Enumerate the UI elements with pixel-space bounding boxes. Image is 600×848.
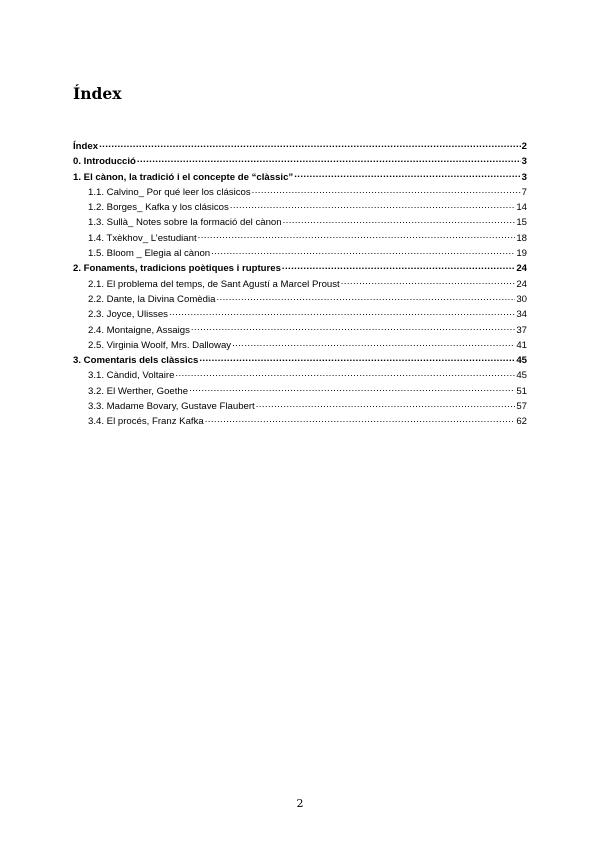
toc-entry-label: 0. Introducció <box>73 156 136 168</box>
toc-entry[interactable] <box>73 261 527 276</box>
toc-dot-leader <box>341 277 516 287</box>
toc-entry-label: 2.2. Dante, la Divina Comèdia <box>88 293 216 305</box>
toc-dot-leader <box>211 246 515 256</box>
toc-dot-leader <box>99 139 521 149</box>
toc-entry[interactable] <box>73 384 527 399</box>
toc-entry[interactable] <box>73 170 527 185</box>
toc-dot-leader <box>191 323 515 333</box>
toc-entry-page: 24 <box>516 263 527 275</box>
toc-entry-page: 7 <box>521 186 527 198</box>
toc-entry-label: 2.4. Montaigne, Assaigs <box>88 324 190 336</box>
page-number: 2 <box>296 797 304 810</box>
toc-entry[interactable] <box>73 139 527 154</box>
toc-entry-label: 1.3. Sullà_ Notes sobre la formació del cànon <box>88 217 282 229</box>
toc-entry-page: 15 <box>516 217 527 229</box>
toc-dot-leader <box>189 384 515 394</box>
toc-entry[interactable] <box>73 338 527 353</box>
toc-entry[interactable] <box>73 323 527 338</box>
toc-entry-page: 30 <box>516 293 527 305</box>
toc-entry[interactable] <box>73 215 527 230</box>
toc-dot-leader <box>294 170 520 180</box>
toc-entry-page: 14 <box>516 202 527 214</box>
toc-dot-leader <box>169 307 515 317</box>
toc-entry-page: 3 <box>521 171 527 183</box>
toc-entry-label: 2.5. Virginia Woolf, Mrs. Dalloway <box>88 339 232 351</box>
toc-entry-label: 1. El cànon, la tradició i el concepte de “clàssic” <box>73 171 294 183</box>
toc-entry-label: 1.2. Borges_ Kafka y los clásicos <box>88 202 229 214</box>
toc-entry-label: 2.1. El problema del temps, de Sant Agustí a Marcel Proust <box>88 278 340 290</box>
toc-entry-label: 1.5. Bloom _ Elegia al cànon <box>88 248 211 260</box>
toc-dot-leader <box>199 353 515 363</box>
toc-entry-page: 34 <box>516 309 527 321</box>
toc-dot-leader <box>175 368 515 378</box>
toc-entry[interactable] <box>73 414 527 429</box>
toc-entry-page: 24 <box>516 278 527 290</box>
toc-dot-leader <box>256 399 516 409</box>
table-of-contents <box>73 139 527 430</box>
toc-entry[interactable] <box>73 307 527 322</box>
toc-dot-leader <box>283 215 516 225</box>
toc-entry-label: 1.1. Calvino_ Por qué leer los clásicos <box>88 186 251 198</box>
toc-dot-leader <box>232 338 515 348</box>
toc-entry-label: 3. Comentaris dels clàssics <box>73 355 199 367</box>
toc-entry-page: 19 <box>516 248 527 260</box>
toc-entry-label: 2.3. Joyce, Ulisses <box>88 309 168 321</box>
toc-entry-page: 3 <box>521 156 527 168</box>
toc-entry-page: 2 <box>521 141 527 152</box>
toc-entry-label: 1.4. Txèkhov_ L’estudiant <box>88 232 197 244</box>
toc-dot-leader <box>216 292 515 302</box>
toc-entry[interactable] <box>73 399 527 414</box>
toc-entry[interactable] <box>73 231 527 246</box>
toc-entry-page: 51 <box>516 385 527 397</box>
toc-entry-page: 37 <box>516 324 527 336</box>
toc-entry-label: 2. Fonaments, tradicions poètiques i ruptures <box>73 263 281 275</box>
toc-entry[interactable] <box>73 353 527 368</box>
toc-entry[interactable] <box>73 292 527 307</box>
toc-entry-label: Índex <box>73 141 99 152</box>
toc-entry-page: 45 <box>516 370 527 382</box>
toc-entry-label: 3.1. Càndid, Voltaire <box>88 370 175 382</box>
toc-entry-page: 62 <box>516 416 527 428</box>
toc-dot-leader <box>205 414 516 424</box>
toc-dot-leader <box>252 185 521 195</box>
toc-entry[interactable] <box>73 246 527 261</box>
toc-dot-leader <box>282 261 515 271</box>
toc-dot-leader <box>230 200 516 210</box>
toc-entry[interactable] <box>73 277 527 292</box>
toc-entry[interactable] <box>73 368 527 383</box>
toc-entry-page: 18 <box>516 232 527 244</box>
toc-entry-label: 3.4. El procés, Franz Kafka <box>88 416 204 428</box>
toc-dot-leader <box>198 231 516 241</box>
toc-entry[interactable] <box>73 185 527 200</box>
toc-entry-page: 45 <box>516 355 527 367</box>
toc-entry[interactable] <box>73 200 527 215</box>
toc-entry-label: 3.3. Madame Bovary, Gustave Flaubert <box>88 401 255 413</box>
page-title: Índex <box>73 84 122 103</box>
toc-entry-label: 3.2. El Werther, Goethe <box>88 385 189 397</box>
toc-dot-leader <box>137 154 521 164</box>
toc-entry-page: 57 <box>516 401 527 413</box>
toc-entry-page: 41 <box>516 339 527 351</box>
toc-entry[interactable] <box>73 154 527 169</box>
